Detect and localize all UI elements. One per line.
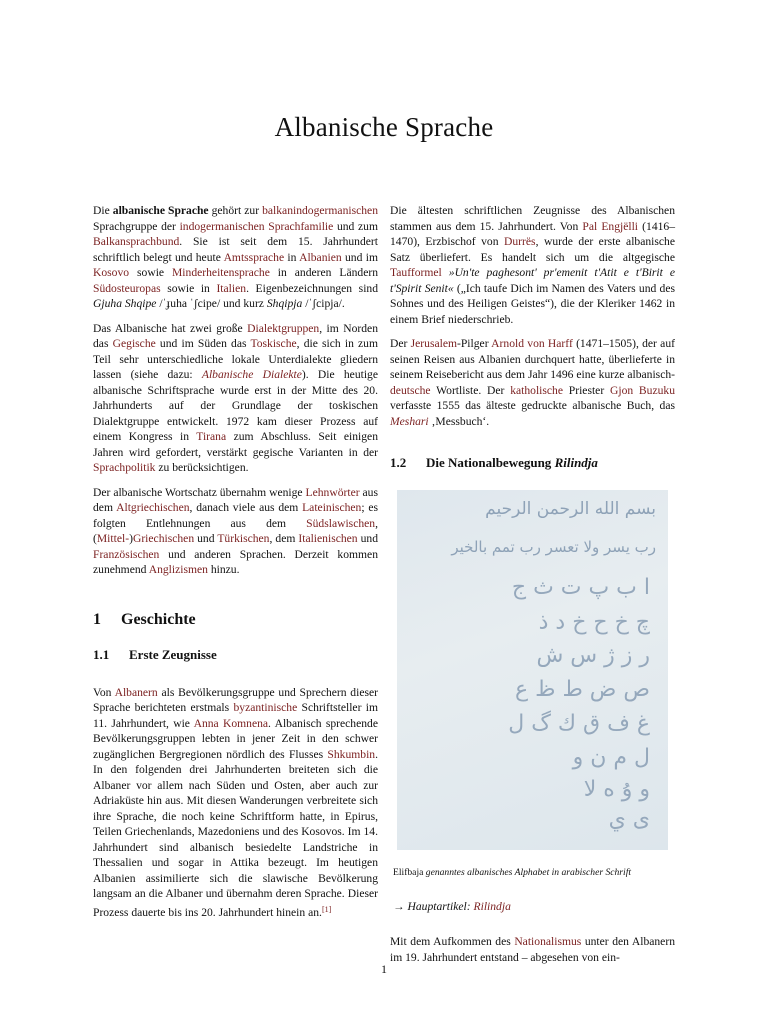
link-shkumbin[interactable]: Shkumbin xyxy=(327,747,376,761)
section-number: 1 xyxy=(93,610,101,628)
text: . Eigenbezeichnungen sind xyxy=(246,281,379,295)
alphabet-row: ى ي xyxy=(608,806,650,832)
elifbaja-alphabet-image xyxy=(397,490,668,850)
text: , im Norden das xyxy=(93,321,378,350)
left-column xyxy=(93,203,378,929)
link-albaner[interactable]: Albanern xyxy=(114,685,158,699)
link-sprachfamilie[interactable]: Sprachfamilie xyxy=(268,219,334,233)
text: und zum xyxy=(333,219,378,233)
link-toskisch[interactable]: Toskische xyxy=(250,337,297,350)
text: /ˈʃcipja/. xyxy=(302,297,345,310)
italic-term: Gjuha Shqipe xyxy=(93,297,157,310)
figure-basmala-text: بسم الله الرحمن الرحيم xyxy=(485,498,656,519)
bold-term: albanische Sprache xyxy=(112,204,209,217)
arrow-icon: → xyxy=(393,899,408,913)
italic-term: Shqipja xyxy=(266,297,303,310)
text: . Sie ist seit dem 15. Jahrhundert schriftlich belegt und heute xyxy=(93,235,378,264)
link-katholisch[interactable]: katholische xyxy=(510,383,563,397)
subsection-title: Erste Zeugnisse xyxy=(129,647,217,662)
text: Von xyxy=(93,685,115,699)
text: ; es folgten Entlehnungen aus dem xyxy=(93,501,378,530)
text: , die sich in zum Teil sehr unterschiedliche lokale Unterdialekte gliedern lassen (siehe dazu: xyxy=(93,337,379,381)
link-gjon-buzuku[interactable]: Gjon Buzuku xyxy=(609,383,675,397)
subsection-number: 1.2 xyxy=(390,455,407,470)
text: aus dem xyxy=(93,485,378,514)
link-tuerkisch[interactable]: Türkischen xyxy=(217,532,270,545)
link-italienisch[interactable]: Italienischen xyxy=(298,532,358,545)
text: Priester xyxy=(563,383,610,397)
text: , danach viele aus dem xyxy=(189,501,303,514)
text: hinzu. xyxy=(207,563,240,576)
footnote-reference[interactable]: [1] xyxy=(321,904,332,914)
caption-term: Elifbaja xyxy=(393,866,424,878)
text: -Pilger xyxy=(457,337,492,350)
subsection-title-italic: Rilindja xyxy=(554,455,598,470)
section-heading-geschichte xyxy=(93,612,378,628)
link-dialektgruppen[interactable]: Dialektgruppen xyxy=(247,321,320,335)
text: zu berücksichtigen. xyxy=(155,461,249,474)
text: unter den Albanern im 19. Jahrhundert entstand – abgesehen von ein- xyxy=(390,935,675,964)
text: verfasste 1555 das älteste gedruckte albanische Buch, das xyxy=(390,399,675,412)
main-article-reference xyxy=(393,899,675,915)
text: , wurde der erste albanische Satz überliefert. Es handelt sich um die altgegische xyxy=(390,235,675,264)
text: in xyxy=(284,250,300,264)
link-mittelgriechisch[interactable]: Mittel- xyxy=(96,532,130,545)
caption-text: genanntes albanisches Alphabet in arabischer Schrift xyxy=(423,866,632,878)
alphabet-row: غ ف ق ك گ ل xyxy=(508,710,650,736)
right-column xyxy=(390,203,675,974)
link-kosovo[interactable]: Kosovo xyxy=(93,266,130,279)
text: zum Abschluss. Seit einigen Jahren wird gefordert, verstärkt gegische Varianten in der xyxy=(93,430,378,459)
page-number: 1 xyxy=(381,962,387,976)
text: Wortliste. Der xyxy=(430,383,511,397)
link-albanische-dialekte[interactable]: Albanische Dialekte xyxy=(201,368,302,381)
text: , ( xyxy=(93,516,378,545)
link-minderheitensprache[interactable]: Minderheitensprache xyxy=(172,266,270,279)
link-meshari[interactable]: Meshari xyxy=(390,414,429,428)
link-amtssprache[interactable]: Amtssprache xyxy=(223,250,285,264)
alphabet-row: ل م ن و xyxy=(572,744,650,770)
link-taufformel[interactable]: Taufformel xyxy=(390,266,442,279)
link-albanien[interactable]: Albanien xyxy=(299,250,342,264)
link-balkansprachbund[interactable]: Balkansprachbund xyxy=(93,235,180,248)
link-byzantinisch[interactable]: byzantinische xyxy=(233,701,298,714)
text: Der xyxy=(390,337,411,350)
text: . In den folgenden drei Jahrhunderten breiteten sich die Albaner vor allem nach Süden und Osten, aber auch zur Adriaküste hin aus. Mit diesen Wanderungen verbreitete sich ihre Sprache, die noch keine Schriftform hatte, in Epirus, Teilen Griechenlands, Mazedoniens und des Kosovos. Im 14. Jahrhundert sind albanisch besiedelte Landstriche in Thessalien und sogar in Attika bezeugt. Im heutigen Albanien assimilierte sich die slawische Bevölkerung langsam an die Albaner und übernahm deren Sprache. Dieser Prozess dauerte bis ins 20. Jahrhundert hinein an. xyxy=(93,747,378,919)
text: und im xyxy=(341,250,378,264)
text: /ˈɟuha ˈʃcipe/ und kurz xyxy=(156,297,267,310)
link-franzoesisch[interactable]: Französischen xyxy=(93,547,160,561)
text: , dem xyxy=(269,532,299,545)
link-rilindja[interactable]: Rilindja xyxy=(473,899,511,913)
link-altgriechisch[interactable]: Altgriechischen xyxy=(116,501,190,514)
link-arnold-von-harff[interactable]: Arnold von Harff xyxy=(491,337,573,350)
alphabet-row: ا ب پ ت ث ج xyxy=(511,574,650,600)
text: . Albanisch sprechende Bevölkerungsgruppen lebten in jener Zeit in den schwer zugänglichen Bergregionen nördlich des Flusses xyxy=(93,716,378,761)
subsection-title: Die Nationalbewegung xyxy=(426,455,555,470)
text: Die xyxy=(93,204,113,217)
text: Sprachgruppe der xyxy=(93,219,180,233)
text: Schriftsteller im 11. Jahrhundert, wie xyxy=(93,701,378,730)
history-paragraph xyxy=(93,685,378,921)
link-balkanindogermanisch[interactable]: balkanindogermanischen xyxy=(262,204,378,217)
italic-quote: »Un'te paghesont' pr'emenit t'Atit e t'Birit e t'Spirit Senit« xyxy=(390,266,675,295)
link-italien[interactable]: Italien xyxy=(216,281,247,295)
text: (1416–1470), Erzbischof von xyxy=(390,219,676,248)
intro-paragraph xyxy=(93,203,378,312)
figure-prayer-text: رب يسر ولا تعسر رب تمم بالخير xyxy=(451,537,656,556)
main-article-label: Hauptartikel: xyxy=(407,899,474,913)
subsection-heading-erste-zeugnisse xyxy=(93,647,378,663)
link-durres[interactable]: Durrës xyxy=(504,235,536,248)
text: („Ich taufe Dich im Namen des Vaters und des Sohnes und des Heiligen Geistes“), die der Kleriker 1462 in einem Brief niederschrieb. xyxy=(390,281,675,326)
link-suedslawisch[interactable]: Südslawischen xyxy=(306,516,376,530)
link-griechisch[interactable]: Griechischen xyxy=(132,532,195,545)
harff-paragraph xyxy=(390,336,675,429)
text: und xyxy=(357,532,378,545)
text: in anderen Ländern xyxy=(269,266,378,279)
link-lateinisch[interactable]: Lateinischen xyxy=(302,501,362,514)
text: sowie in xyxy=(160,281,217,295)
link-tirana[interactable]: Tirana xyxy=(196,430,227,443)
link-deutsch[interactable]: deutsche xyxy=(390,383,431,397)
text: (1471–1505), der auf seinen Reisen aus Albanien durchquert hatte, überlieferte in seinem Reisebericht aus dem Jahr 1496 eine kurze albanisch- xyxy=(390,337,675,381)
alphabet-row: ر ز ژ س ش xyxy=(536,642,650,668)
link-pal-engjelli[interactable]: Pal Engjëlli xyxy=(582,219,639,233)
section-title: Geschichte xyxy=(121,610,196,628)
link-sprachpolitik[interactable]: Sprachpolitik xyxy=(93,461,156,474)
text: und xyxy=(194,532,218,545)
text: gehört zur xyxy=(208,204,263,217)
link-jerusalem[interactable]: Jerusalem xyxy=(410,337,457,350)
alphabet-row: ص ض ط ظ ع xyxy=(515,676,650,702)
text: sowie xyxy=(129,266,172,279)
alphabet-row: چ خ ح خ د ذ xyxy=(538,609,650,635)
subsection-number: 1.1 xyxy=(93,647,110,662)
text xyxy=(442,266,449,279)
text: Der albanische Wortschatz übernahm wenige xyxy=(93,485,306,499)
text: als Bevölkerungsgruppe und Sprechern dieser Sprache berichteten erstmals xyxy=(93,685,378,714)
alphabet-row: و ۇ ه لا xyxy=(583,776,650,802)
text: und anderen Sprachen. Derzeit kommen zunehmend xyxy=(93,547,378,576)
text: ‚Messbuch‘. xyxy=(428,414,490,428)
link-nationalismus[interactable]: Nationalismus xyxy=(514,935,582,948)
text: und im Süden das xyxy=(155,337,251,350)
nationalism-paragraph xyxy=(390,934,675,965)
link-anna-komnena[interactable]: Anna Komnena xyxy=(193,716,269,730)
link-gegisch[interactable]: Gegische xyxy=(112,337,156,350)
figure-caption xyxy=(393,866,675,879)
link-anglizismen[interactable]: Anglizismen xyxy=(148,563,208,576)
earliest-evidence-paragraph xyxy=(390,203,675,327)
link-lehnwoerter[interactable]: Lehnwörter xyxy=(305,485,360,499)
text: ) xyxy=(129,532,133,545)
subsection-heading-nationalbewegung xyxy=(390,455,675,471)
text: Das Albanische hat zwei große xyxy=(93,321,248,335)
dialect-paragraph xyxy=(93,321,378,476)
page-title: Albanische Sprache xyxy=(274,112,494,142)
text: Mit dem Aufkommen des xyxy=(390,935,515,948)
link-suedosteuropa[interactable]: Südosteuropas xyxy=(93,281,161,295)
text: ). Die heutige albanische Schriftsprache wurde erst in der Mitte des 20. Jahrhunderts auf der Grundlage der toskischen Dialektgruppe entwickelt. 1972 kam dieser Prozess auf einem Kongress in xyxy=(93,368,378,443)
link-indogermanisch[interactable]: indogermanischen xyxy=(179,219,265,233)
text: Die ältesten schriftlichen Zeugnisse des Albanischen stammen aus dem 15. Jahrhundert. Von xyxy=(390,204,675,233)
vocabulary-paragraph xyxy=(93,485,378,578)
